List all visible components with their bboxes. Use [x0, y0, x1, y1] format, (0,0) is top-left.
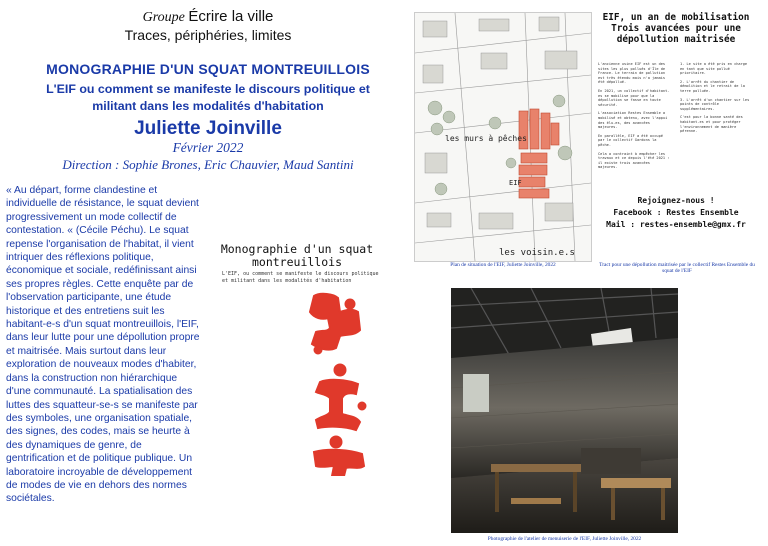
- tract-columns: [598, 62, 752, 184]
- photo-caption: Photographie de l'atelier de menuiserie de l'EIF, Juliette Joinville, 2022: [487, 536, 642, 542]
- tract-caption: Tract pour une dépollution maitrisée par le collectif Restes Ensemble du squat de l'EIF: [599, 262, 755, 274]
- monograph-subtitle: L'EIF ou comment se manifeste le discours politique et militant dans les modalités d'habitation: [46, 82, 370, 113]
- tract-join: Rejoignez-nous !: [637, 196, 715, 205]
- tract-facebook: Facebook : Restes Ensemble: [613, 208, 739, 217]
- header: [0, 8, 416, 43]
- cover-title: Monographie d'un squat montreuillois: [220, 242, 374, 269]
- group-line: [0, 8, 416, 26]
- tract-paragraph: 3. L'arrêt d'un chantier sur les points de contrôle supplémentaires.: [680, 97, 750, 111]
- group-subtitle: Traces, périphéries, limites: [124, 27, 292, 43]
- group-name: Écrire la ville: [188, 8, 274, 25]
- map-label-murs: les murs à pêches: [445, 134, 527, 143]
- tract-paragraph: 1. Le site a été pris en charge en tant que site pollué prioritaire.: [680, 62, 748, 76]
- abstract-text: « Au départ, forme clandestine et individuelle de résistance, le squat devient progressivement un mode collectif de contestation. « (Cécile Péchu). Le squat repense l'organisation de l'habitat, il vient intriquer des réflexions politique, économique et sociale, redéfinissant ainsi ses propres règles. Cette enquête par de l'observation participante, une étude historique et des entretiens suit les habitant-e-s d'un squat montreuillois, l'EIF, dans leur lutte pour une dépollution propre et maitrisée. Mais surtout dans leur exploration de nouveaux modes d'habiter, dans la construction non hiérarchique d'une communauté. La spatialisation des luttes des squatteur-se-s se manifeste par des symboles, une organisation spatiale, des signes, des codes, mais se heurte à des dynamiques de genre, de gentrification et de politique publique. Un laboratoire incroyable de développement de modes de vie en dehors des normes sociétales.: [6, 185, 200, 505]
- eif-logo: [300, 290, 380, 476]
- cover-subtitle: L'EIF, ou comment se manifeste le discours politique et militant dans les modalités d'habitation: [222, 271, 379, 284]
- publication-date: Février 2022: [172, 140, 244, 155]
- map-label-voisins: les voisin.e.s: [499, 248, 575, 258]
- workshop-photo: [451, 288, 678, 533]
- map-label-eif: EIF: [509, 179, 522, 187]
- group-label: Groupe: [142, 10, 185, 25]
- tract-col-2: [680, 62, 752, 184]
- map-caption: Plan de situation de l'EIF, Juliette Joinville, 2022: [450, 262, 556, 268]
- tract-paragraph: L'association Restes Ensemble a mobilisé et obtenu, avec l'appui des élu-es, des avancées majeures.: [598, 111, 668, 130]
- tract-paragraph: C'est pour la bonne santé des habitant-es et pour protéger l'environnement de manière pérenne.: [680, 115, 743, 134]
- tract-title: EIF, un an de mobilisation Trois avancées pour une dépollution maitrisée: [602, 12, 750, 45]
- tract: [596, 12, 756, 260]
- site-map: [414, 12, 592, 262]
- tract-paragraph: Cela a contraint à empêcher les travaux et ce depuis l'été 2021 : il existe trois avancées majeures.: [598, 151, 670, 170]
- tract-mail: Mail : restes-ensemble@gmx.fr: [606, 220, 746, 229]
- tract-paragraph: L'ancienne usine EIF est un des sites les plus pollués d'Île de France. Le terrain de pollution est très étendu mais n'a jamais été dépollué.: [598, 62, 666, 85]
- tract-col-1: [598, 62, 670, 184]
- tract-paragraph: 2. L'arrêt du chantier de démolition et le retrait de la terre polluée.: [680, 79, 745, 93]
- monograph-title: MONOGRAPHIE D'UN SQUAT MONTREUILLOIS: [46, 61, 370, 77]
- tract-paragraph: En 2021, un collectif d'habitant-es se mobilise pour que la dépollution se fasse en toute sécurité.: [598, 88, 670, 107]
- tract-paragraph: En parallèle, EIF a été occupé par le collectif Gardons la pêche.: [598, 133, 663, 147]
- author-name: Juliette Joinville: [134, 118, 282, 139]
- direction-line: Direction : Sophie Brones, Eric Chauvier, Maud Santini: [62, 157, 354, 172]
